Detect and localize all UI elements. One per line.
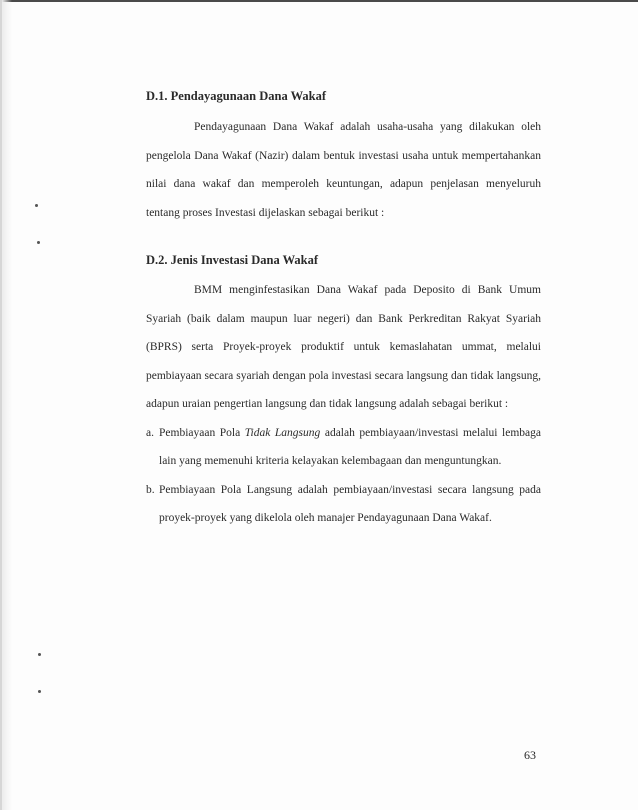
scan-shadow bbox=[2, 0, 12, 810]
list-item bbox=[146, 419, 541, 476]
scan-speck bbox=[38, 690, 41, 693]
scan-speck bbox=[37, 241, 40, 244]
scan-speck bbox=[38, 653, 41, 656]
section-paragraph-d2: BMM menginfestasikan Dana Wakaf pada Deposito di Bank Umum Syariah (baik dalam maupun luar negeri) dan Bank Perkreditan Rakyat Syariah (BPRS) serta Proyek-proyek produktif untuk kemaslahatan ummat, melalui pembiayaan secara syariah dengan pola investasi secara langsung dan tidak langsung, adapun uraian pengertian langsung dan tidak langsung adalah sebagai berikut : bbox=[146, 284, 541, 410]
page-number: 63 bbox=[524, 748, 536, 762]
scan-top-edge bbox=[0, 0, 638, 2]
section-heading-d2: D.2. Jenis Investasi Dana Wakaf bbox=[146, 253, 319, 267]
list-item-text: Pembiayaan Pola Langsung adalah pembiayaan/investasi secara langsung pada proyek-proyek yang dikelola oleh manajer Pendayagunaan Dana Wakaf. bbox=[159, 483, 541, 524]
list-item-text: Pembiayaan Pola bbox=[159, 426, 245, 439]
list-item-emphasis: Tidak Langsung bbox=[244, 426, 321, 439]
list-marker: b. bbox=[146, 483, 155, 496]
section-heading-d1: D.1. Pendayagunaan Dana Wakaf bbox=[146, 89, 327, 103]
document-page bbox=[146, 88, 541, 533]
list-item-text: adalah pembiayaan/investasi melalui lembaga lain yang memenuhi kriteria kelayakan kelembagaan dan menguntungkan. bbox=[159, 426, 541, 467]
list-marker: a. bbox=[146, 426, 154, 439]
investment-type-list bbox=[146, 419, 541, 533]
section-paragraph-d1: Pendayagunaan Dana Wakaf adalah usaha-usaha yang dilakukan oleh pengelola Dana Wakaf (Nazir) dalam bentuk investasi usaha untuk mempertahankan nilai dana wakaf dan memperoleh keuntungan, adapun penjelasan menyeluruh tentang proses Investasi dijelaskan sebagai berikut : bbox=[146, 121, 541, 219]
list-item bbox=[146, 476, 541, 533]
scan-speck bbox=[35, 204, 38, 207]
